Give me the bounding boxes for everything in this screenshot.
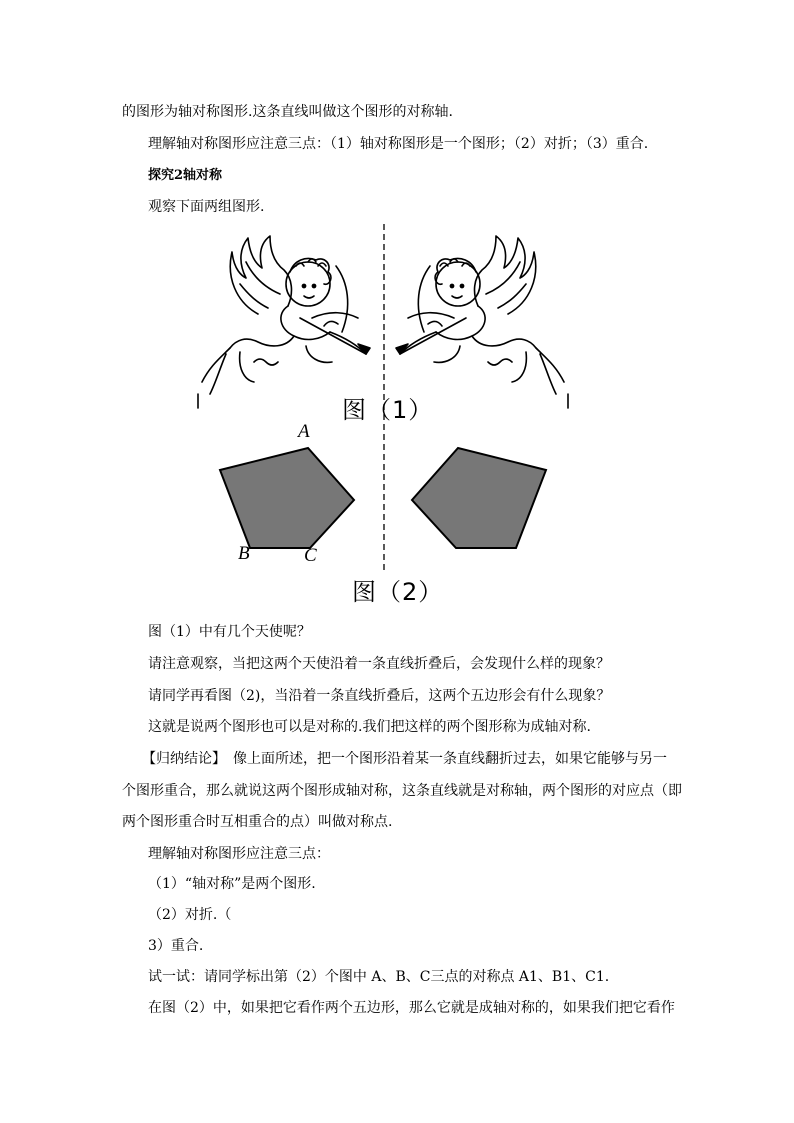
text-line-17: 在图（2）中，如果把它看作两个五边形，那么它就是成轴对称的，如果我们把它看作 [148, 1000, 675, 1016]
text-line-8: 这就是说两个图形也可以是对称的.我们把这样的两个图形称为成轴对称. [148, 719, 591, 735]
text-line-1: 的图形为轴对称图形.这条直线叫做这个图形的对称轴. [122, 104, 453, 120]
figure-caption-1: 图（1） [342, 396, 434, 424]
text-line-7: 请同学再看图（2)，当沿着一条直线折叠后，这两个五边形会有什么现象？ [148, 688, 611, 704]
text-line-5: 图（1）中有几个天使呢？ [148, 624, 311, 640]
text-line-4: 观察下面两组图形. [148, 199, 265, 215]
text-line-6: 请注意观察，当把这两个天使沿着一条直线折叠后，会发现什么样的现象？ [148, 656, 610, 672]
text-line-12: 理解轴对称图形应注意三点： [148, 846, 330, 862]
pentagon-left [220, 448, 354, 548]
text-line-9: 【归纳结论】 像上面所述，把一个图形沿着某一条直线翻折过去，如果它能够与另一 [142, 751, 667, 767]
section-heading: 探究2轴对称 [148, 168, 223, 183]
text-line-11: 两个图形重合时互相重合的点）叫做对称点. [122, 814, 393, 830]
angel-right-icon [396, 236, 568, 408]
vertex-label-b: B [238, 543, 250, 564]
text-line-14: （2）对折.（ [148, 907, 232, 923]
text-line-10: 个图形重合，那么就说这两个图形成轴对称，这条直线就是对称轴，两个图形的对应点（即 [122, 783, 682, 799]
vertex-label-c: C [304, 545, 317, 566]
figure-caption-2: 图（2） [352, 578, 444, 606]
text-line-2: 理解轴对称图形应注意三点：（1）轴对称图形是一个图形；（2）对折；（3）重合. [148, 136, 649, 152]
symmetry-figure [196, 222, 570, 612]
text-line-15: 3）重合. [148, 938, 204, 954]
angel-left-icon [198, 236, 370, 408]
pentagon-right [412, 448, 546, 548]
text-line-16: 试一试：请同学标出第（2）个图中 A、B、C三点的对称点 A1、B1、C1. [148, 969, 610, 985]
text-line-13: （1）“轴对称”是两个图形. [148, 876, 316, 892]
vertex-label-a: A [298, 421, 310, 442]
